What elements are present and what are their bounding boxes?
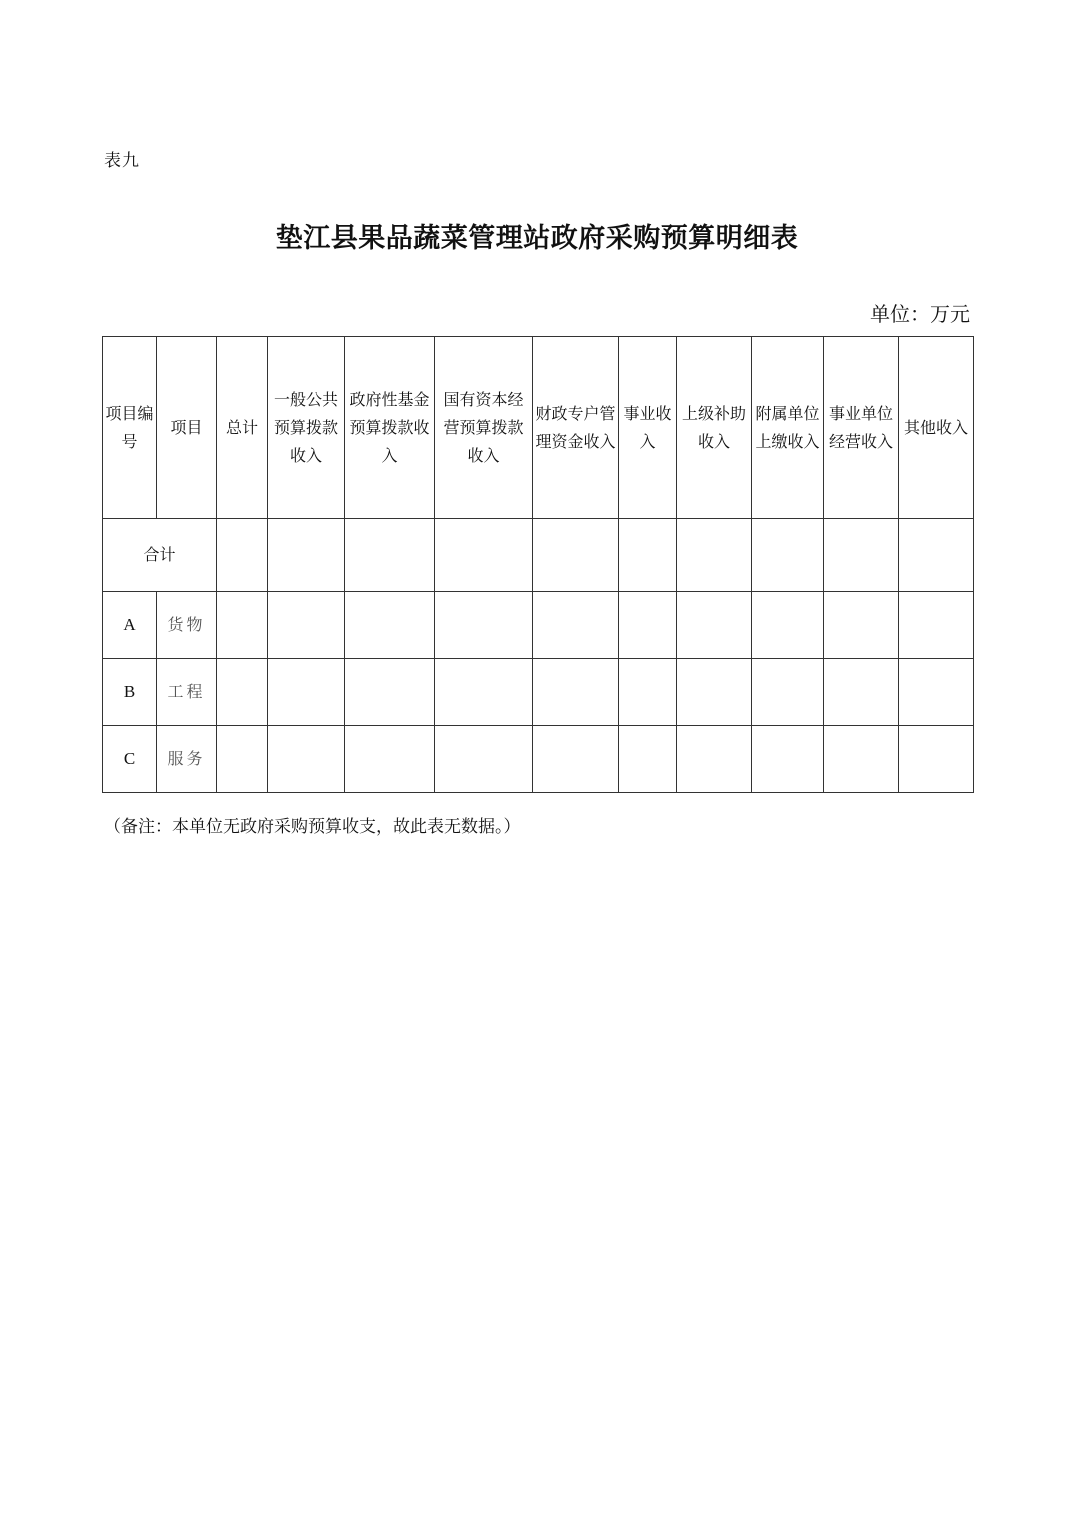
table-cell (533, 519, 619, 592)
table-cell (533, 592, 619, 659)
table-row-total (103, 519, 974, 592)
table-cell (752, 726, 824, 793)
header-other-income: 其他收入 (899, 337, 974, 519)
table-cell (677, 592, 752, 659)
table-cell (824, 592, 899, 659)
header-total: 总计 (217, 337, 268, 519)
table-cell (268, 726, 345, 793)
table-cell (677, 726, 752, 793)
header-gov-fund-budget: 政府性基金预算拨款收入 (345, 337, 435, 519)
row-code: A (103, 592, 157, 659)
table-cell (533, 659, 619, 726)
table-cell (268, 659, 345, 726)
table-cell (217, 726, 268, 793)
table-cell (752, 659, 824, 726)
table-cell (752, 519, 824, 592)
row-name: 服务 (157, 726, 217, 793)
table-cell (217, 659, 268, 726)
table-cell (899, 726, 974, 793)
unit-label: 单位：万元 (870, 302, 970, 326)
table-cell (752, 592, 824, 659)
table-cell (899, 592, 974, 659)
remark-note: （备注：本单位无政府采购预算收支，故此表无数据。） (104, 817, 521, 837)
table-row (103, 659, 974, 726)
table-cell (435, 592, 533, 659)
header-business-income: 事业收入 (619, 337, 677, 519)
total-label: 合计 (103, 519, 217, 592)
table-cell (345, 519, 435, 592)
table-cell (533, 726, 619, 793)
table-cell (619, 519, 677, 592)
row-name: 货物 (157, 592, 217, 659)
table-cell (619, 659, 677, 726)
table-row (103, 592, 974, 659)
table-cell (824, 659, 899, 726)
table-cell (268, 519, 345, 592)
header-project: 项目 (157, 337, 217, 519)
table-cell (824, 519, 899, 592)
procurement-budget-table (102, 336, 974, 793)
header-special-account: 财政专户管理资金收入 (533, 337, 619, 519)
header-general-budget: 一般公共预算拨款收入 (268, 337, 345, 519)
table-cell (677, 519, 752, 592)
table-cell (824, 726, 899, 793)
table-cell (435, 659, 533, 726)
table-cell (899, 659, 974, 726)
table-cell (345, 659, 435, 726)
table-cell (677, 659, 752, 726)
table-cell (619, 592, 677, 659)
header-operating-income: 事业单位经营收入 (824, 337, 899, 519)
table-cell (435, 519, 533, 592)
header-superior-subsidy: 上级补助收入 (677, 337, 752, 519)
document-title: 垫江县果品蔬菜管理站政府采购预算明细表 (275, 223, 799, 254)
header-project-code: 项目编号 (103, 337, 157, 519)
header-state-capital-budget: 国有资本经营预算拨款收入 (435, 337, 533, 519)
header-affiliated-unit: 附属单位上缴收入 (752, 337, 824, 519)
table-row (103, 726, 974, 793)
table-cell (435, 726, 533, 793)
row-name: 工程 (157, 659, 217, 726)
table-cell (217, 592, 268, 659)
row-code: C (103, 726, 157, 793)
table-cell (268, 592, 345, 659)
table-header-row (103, 337, 974, 519)
table-cell (217, 519, 268, 592)
table-number-label: 表九 (104, 151, 140, 171)
row-code: B (103, 659, 157, 726)
table-cell (345, 592, 435, 659)
table-cell (899, 519, 974, 592)
table-cell (619, 726, 677, 793)
table-cell (345, 726, 435, 793)
